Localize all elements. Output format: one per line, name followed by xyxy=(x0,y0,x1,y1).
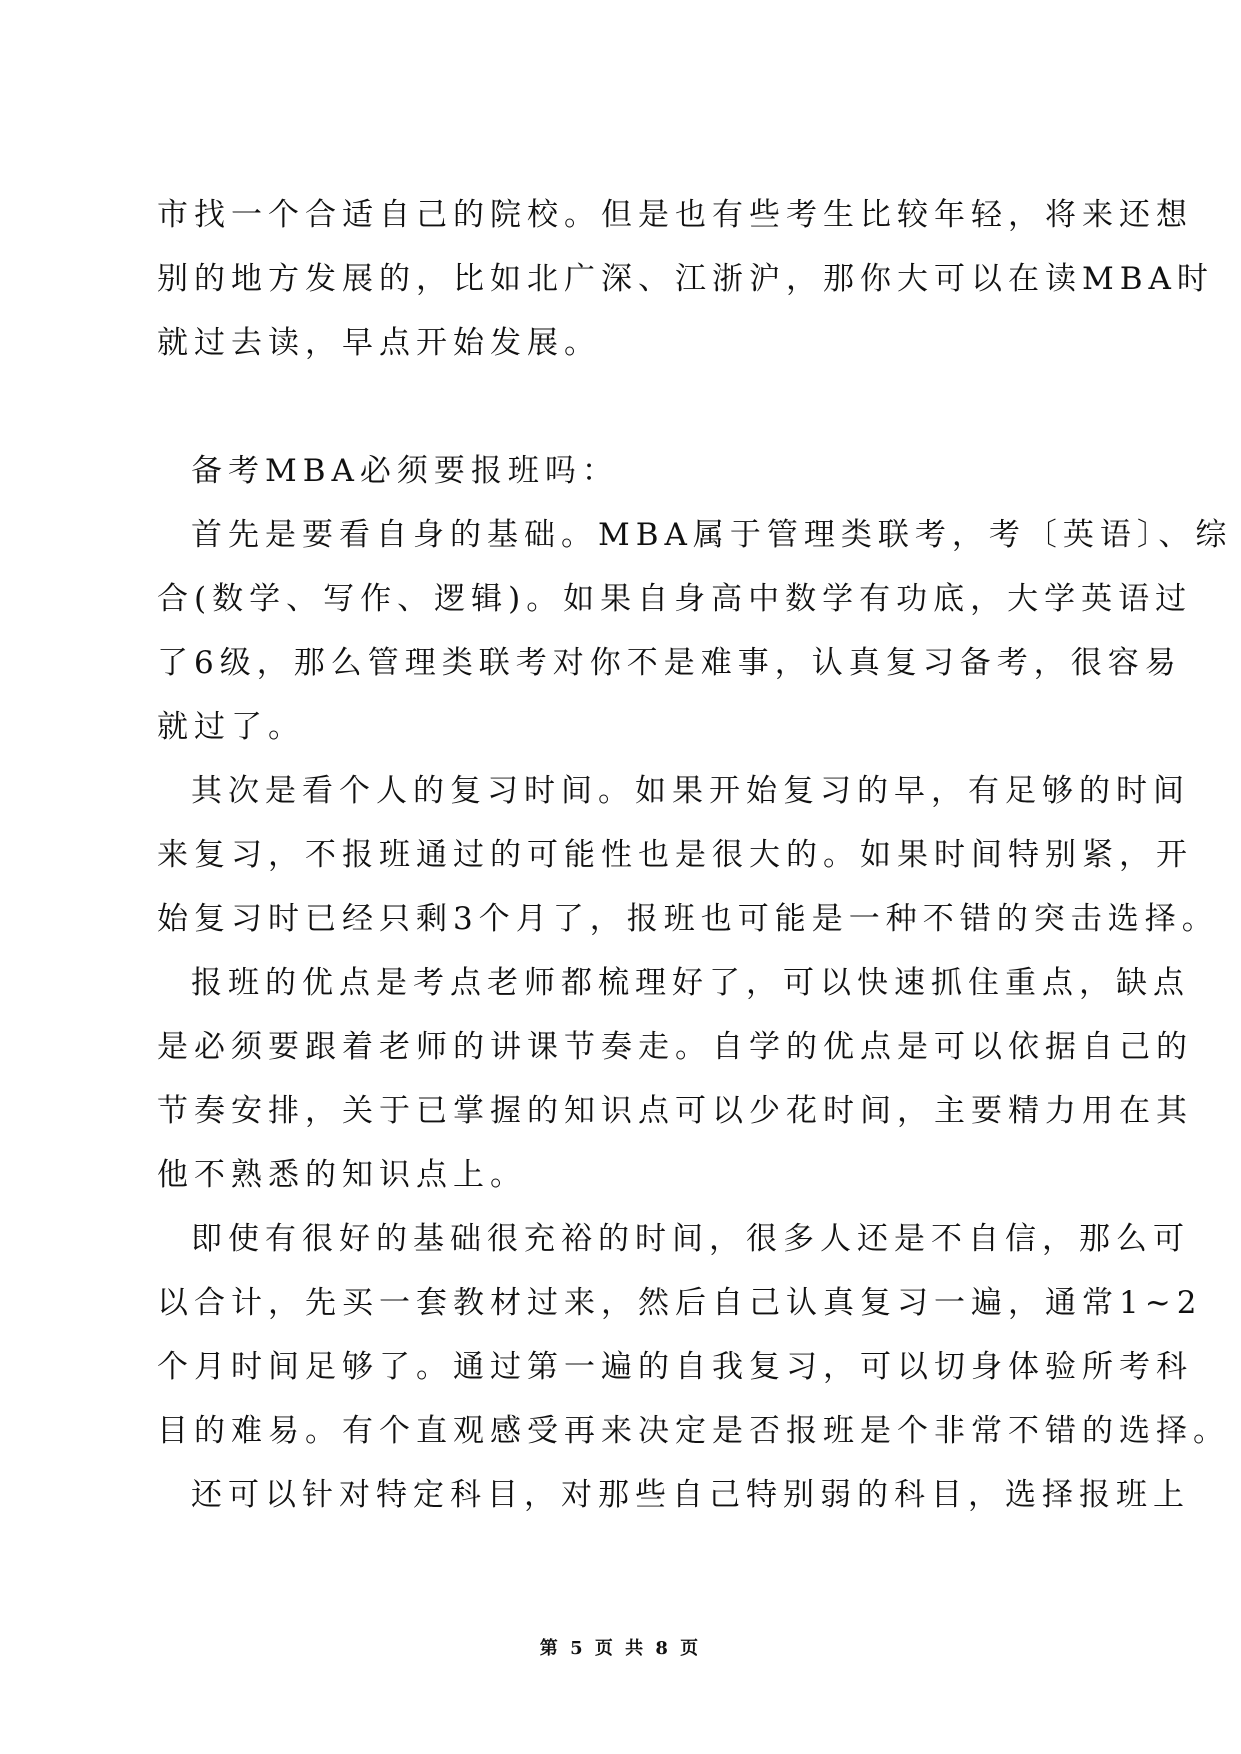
section-heading: 备考MBA必须要报班吗： xyxy=(191,453,619,489)
text-line: 合(数学、写作、逻辑)。如果自身高中数学有功底，大学英语过 xyxy=(157,581,1193,617)
text-line: 就过去读，早点开始发展。 xyxy=(157,325,601,361)
text-line: 报班的优点是考点老师都梳理好了，可以快速抓住重点，缺点 xyxy=(191,965,1190,1001)
text-line: 了6级，那么管理类联考对你不是难事，认真复习备考，很容易 xyxy=(157,645,1182,681)
text-line: 还可以针对特定科目，对那些自己特别弱的科目，选择报班上 xyxy=(191,1477,1190,1513)
text-line: 目的难易。有个直观感受再来决定是否报班是个非常不错的选择。 xyxy=(157,1413,1230,1449)
text-line: 其次是看个人的复习时间。如果开始复习的早，有足够的时间 xyxy=(191,773,1190,809)
text-line: 节奏安排，关于已掌握的知识点可以少花时间，主要精力用在其 xyxy=(157,1093,1193,1129)
text-line: 个月时间足够了。通过第一遍的自我复习，可以切身体验所考科 xyxy=(157,1349,1193,1385)
text-line: 即使有很好的基础很充裕的时间，很多人还是不自信，那么可 xyxy=(191,1221,1190,1257)
text-line: 始复习时已经只剩3个月了，报班也可能是一种不错的突击选择。 xyxy=(157,901,1219,937)
text-line: 他不熟悉的知识点上。 xyxy=(157,1157,527,1193)
text-line: 就过了。 xyxy=(157,709,305,745)
text-line: 首先是要看自身的基础。MBA属于管理类联考，考〔英语〕、综 xyxy=(191,517,1233,553)
text-line: 市找一个合适自己的院校。但是也有些考生比较年轻，将来还想 xyxy=(157,197,1193,233)
paragraph-spacer xyxy=(157,375,1097,439)
text-line: 以合计，先买一套教材过来，然后自己认真复习一遍，通常1~2 xyxy=(157,1285,1203,1321)
document-body xyxy=(157,183,1233,1527)
page-number-footer: 第 5 页 共 8 页 xyxy=(539,1638,702,1659)
text-line: 别的地方发展的，比如北广深、江浙沪，那你大可以在读MBA时 xyxy=(157,261,1214,297)
text-line: 来复习，不报班通过的可能性也是很大的。如果时间特别紧，开 xyxy=(157,837,1193,873)
text-line: 是必须要跟着老师的讲课节奏走。自学的优点是可以依据自己的 xyxy=(157,1029,1193,1065)
